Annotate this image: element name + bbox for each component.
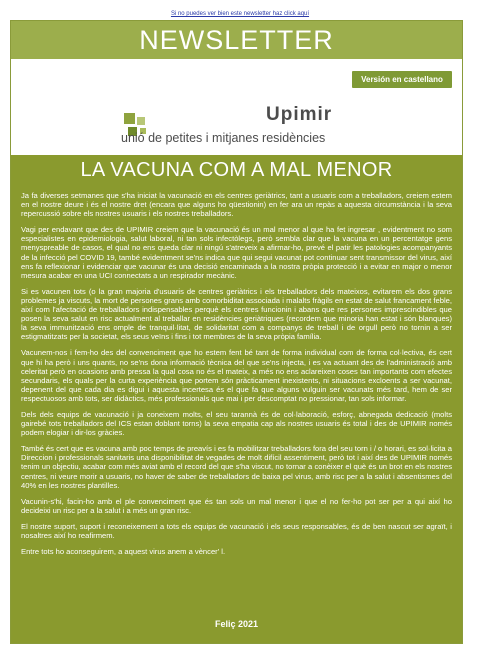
article-signoff: Feliç 2021 [214, 619, 259, 629]
article-paragraph: Vacunin-s'hi, facin-ho amb el ple convenciment que és tan sols un mal menor i que el no fer-ho pot ser per a qui així ho decideixi un risc per a la salut i a més un gran risc. [21, 496, 452, 515]
brand-tagline: unió de petites i mitjanes residències [121, 131, 326, 145]
article-paragraph: Ja fa diverses setmanes que s'ha iniciat la vacunació en els centres geriàtrics, tant a usuaris com a treballadors, creiem estem en el nostre deure i és el nostre dret (encara que alguns ho qüestionin) en fer ara un repàs a aquesta circumstància i la seva repercussió sobre els nostres usuaris i els nostres treballadors. [21, 191, 452, 219]
article-paragraph: Si es vacunen tots (o la gran majoria d'usuaris de centres geriàtrics i els treballadors dels mateixos, evitarem els dos grans problemes ja viscuts, la mort de persones grans amb comorbiditat associada i malalts fràgils en estat de salut francament feble, així com l'afectació de treballadors indispensables perquè els centres funcionin i abans que res persones imprescindibles que posen la seva salut en risc actualment al treballar en residències geriàtriques (recordem que minoria han estat i són blanques) la seva immunització ens omple de tranquil·litat, de solidaritat com a companys de treball i de orgull però no tornin a ser estigmatitzats per la societat, els seus veïns i fins i tot membres de la seva pròpia família. [21, 286, 452, 342]
article-paragraph: Vacunem-nos i fem-ho des del convenciment que ho estem fent bé tant de forma individual com de forma col·lectiva, és cert que hi ha però i uns quants, no se'ns dona informació tècnica del que se'ns injecta, i es va actuant des de l'administració amb celeritat però en ocasions amb pressa la qual cosa no és el mateix, a més no ens aclareixen coses tan importants com efectes secundaris, els quals per la curta experiència que portem són pràcticament inexistents, ni situacions excloents a ser vacunat, depenent del que cada dia es digui i aquesta incertesa és el que fa que alguns vulguin ser vacunats més tard, hem de ser respectuosos amb tots, ser didàctics, més professionals que mai i per descomptat no pressionar, tan sols informar. [21, 348, 452, 403]
version-band [11, 67, 462, 95]
brand-header [11, 95, 462, 155]
brand-name: Upimir [266, 104, 333, 125]
spanish-version-button[interactable]: Versión en castellano [352, 71, 452, 88]
article-section [11, 155, 462, 643]
view-online-link[interactable]: Si no puedes ver bien este newsletter haz click aquí [170, 11, 310, 17]
article-paragraph: El nostre suport, suport i reconeixement a tots els equips de vacunació i els seus responsables, és de ben nascut ser agraït, i nosaltres així ho reafirmem. [21, 521, 452, 540]
newsletter-container [10, 20, 463, 644]
newsletter-banner-title: NEWSLETTER [11, 21, 462, 59]
article-paragraph: Vagi per endavant que des de UPIMIR creiem que la vacunació és un mal menor al que ha fet ingresar , evidentment no som especialistes en epidemiologia, salut laboral, ni tan sols infectòlegs, però sembla clar que la vacuna en un percentatge gens menyspreable de casos, el qual no ens queda clar ni ningú s'atreveix a afirmar-ho, prevé el patir les patologies acompanyants de la infecció pel COVID 19, també evidentment se'ns indica que qui segui vacunat pot continuar sent transmissor del virus, així ens fa reflexionar i evidenciar que vacunar és una decisió encaminada a la nostra pròpia protecció i a evitar en major o menor mesura acabar en una UCI connectats a un respirador mecànic. [21, 225, 452, 280]
article-headline: LA VACUNA COM A MAL MENOR [80, 159, 393, 181]
article-body [21, 191, 452, 563]
article-paragraph: També és cert que es vacuna amb poc temps de preavís i es fa mobilitzar treballadors fora del seu torn i / o horari, es sol·licita a Direccion i professionals sanitaris una disponibilitat de vegades de molt difícil assentiment, però tot i així des de UPIMIR només tenim un objectiu, acabar com més aviat amb el record del que s'ha viscut, no tornar a conèixer el què és un brot en els nostres centres, ni veure morir a usuaris, no haver de saber de treballadors de baixa pel virus, amb risc per a la salut i absentismes del 40% en les nostres plantilles. [21, 444, 452, 490]
article-paragraph: Entre tots ho aconseguirem, a aquest virus anem a vèncer' l. [21, 547, 226, 557]
article-paragraph: Dels dels equips de vacunació i ja coneixem molts, el seu tarannà és de col·laboració, esforç, abnegada dedicació (molts gairebé tots treballadors del ICS estan doblant torns) la seva empatia cap als nostres usuaris és total i des de UPIMIR només podem elogiar i dir-los gràcies. [21, 409, 452, 438]
divider [11, 59, 462, 67]
